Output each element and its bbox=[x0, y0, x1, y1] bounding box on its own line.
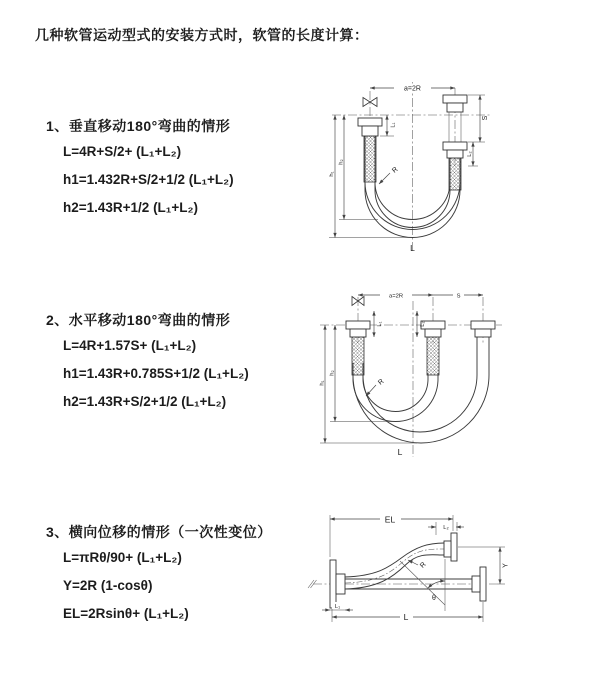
radius-leader-line bbox=[408, 560, 418, 565]
leg-centerlines bbox=[358, 297, 483, 343]
left-fitting-nut bbox=[358, 118, 382, 126]
left-fitting-collar bbox=[362, 126, 378, 136]
radius-label: R bbox=[377, 378, 386, 387]
left-flange-collar bbox=[336, 574, 345, 594]
section-1-formula-h2: h2=1.43R+1/2 (L₁+L₂) bbox=[63, 200, 199, 215]
section-3-heading: 3、横向位移的情形（一次性变位） bbox=[46, 524, 272, 540]
right-fitting-upper-nut bbox=[443, 95, 467, 103]
diagram-horizontal-180-bend bbox=[312, 283, 507, 461]
dim-label-a2r: a=2R bbox=[388, 293, 404, 300]
dim-label-l1: L₁ bbox=[377, 321, 383, 327]
middle-braid-section bbox=[427, 337, 439, 375]
diagram-lateral-displacement bbox=[300, 505, 515, 650]
middle-fitting-collar bbox=[425, 329, 441, 337]
section-1-formula-L: L=4R+S/2+ (L₁+L₂) bbox=[63, 144, 182, 159]
section-2-heading: 2、水平移动180°弯曲的情形 bbox=[46, 312, 231, 328]
left-braid-section bbox=[352, 337, 364, 375]
left-fitting-collar bbox=[350, 329, 366, 337]
radius-label: R bbox=[419, 561, 428, 570]
dim-label-s: S bbox=[456, 293, 461, 300]
hose-outer-wall-pos2 bbox=[353, 337, 489, 443]
dim-label-l: L bbox=[403, 612, 409, 622]
section-3-formula-Y: Y=2R (1-cosθ) bbox=[63, 578, 153, 593]
hose-curve-upper-wall bbox=[345, 543, 444, 577]
section-2-formula-h1: h1=1.43R+0.785S+1/2 (L₁+L₂) bbox=[63, 366, 249, 381]
right-fitting-lower-nut bbox=[443, 142, 467, 150]
length-label: L bbox=[410, 243, 415, 253]
right-braid-section bbox=[449, 158, 461, 190]
dim-label-l1: L₁ bbox=[334, 604, 341, 610]
dim-label-l1: L₁ bbox=[390, 122, 397, 128]
diagram-vertical-180-bend bbox=[318, 78, 503, 256]
hose-inner-wall-pos1 bbox=[363, 363, 428, 412]
section-1-formula-h1: h1=1.432R+S/2+1/2 (L₁+L₂) bbox=[63, 172, 234, 187]
dim-label-el: EL bbox=[384, 514, 396, 525]
right-fitting-nut bbox=[471, 321, 495, 329]
right-fitting-upper-collar bbox=[447, 103, 463, 112]
radius-leader-line bbox=[366, 385, 376, 396]
radius-leader-line bbox=[379, 173, 390, 184]
hose-curve-centerline bbox=[345, 549, 444, 583]
section-1-heading: 1、垂直移动180°弯曲的情形 bbox=[46, 118, 231, 134]
dim-label-l2: L₂ bbox=[443, 525, 449, 531]
section-3-formula-L: L=πRθ/90+ (L₁+L₂) bbox=[63, 550, 182, 565]
raised-flange bbox=[451, 533, 457, 561]
left-braid-section bbox=[364, 136, 376, 182]
left-flange bbox=[330, 560, 336, 608]
right-fitting-lower-collar bbox=[447, 150, 463, 158]
dim-label-h2: h₂ bbox=[329, 370, 336, 376]
dim-label-l2: L₂ bbox=[420, 321, 426, 327]
dim-label-a2r: a=2R bbox=[404, 85, 421, 93]
angle-label: θ bbox=[432, 595, 436, 602]
right-flange-collar bbox=[472, 576, 480, 592]
dim-label-h2: h₂ bbox=[338, 159, 345, 165]
radius-label: R bbox=[391, 166, 400, 175]
left-fitting-nut bbox=[346, 321, 370, 329]
section-2-formula-h2: h2=1.43R+S/2+1/2 (L₁+L₂) bbox=[63, 394, 227, 409]
dim-label-l2: L₂ bbox=[467, 151, 473, 157]
dim-label-h1: h₁ bbox=[319, 380, 326, 386]
right-fitting-collar bbox=[475, 329, 491, 337]
angle-arc bbox=[428, 581, 445, 588]
dim-label-y: Y bbox=[502, 563, 510, 568]
page-title: 几种软管运动型式的安装方式时，软管的长度计算： bbox=[35, 27, 369, 43]
dim-label-s: S bbox=[482, 115, 489, 121]
raised-flange-collar bbox=[444, 541, 451, 557]
section-2-formula-L: L=4R+1.57S+ (L₁+L₂) bbox=[63, 338, 197, 353]
right-flange bbox=[480, 567, 486, 601]
dim-label-h1: h₁ bbox=[329, 171, 335, 177]
length-label: L bbox=[397, 447, 403, 457]
section-3-formula-EL: EL=2Rsinθ+ (L₁+L₂) bbox=[63, 606, 189, 621]
